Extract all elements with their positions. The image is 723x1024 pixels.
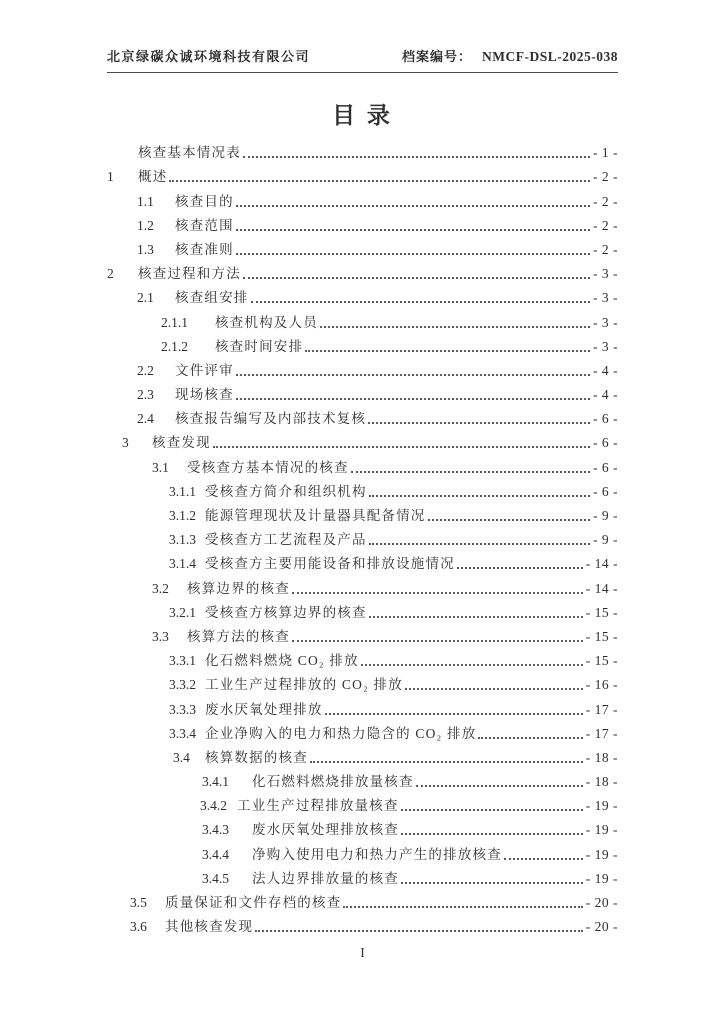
toc-entry-number: 3.4.2 xyxy=(200,798,227,814)
dot-leader xyxy=(243,156,590,158)
toc-entry-page: - 15 - xyxy=(585,628,618,644)
dot-leader xyxy=(478,737,582,739)
toc-entry-page: - 19 - xyxy=(585,870,618,886)
dot-leader xyxy=(236,205,590,207)
toc-entry[interactable] xyxy=(107,841,618,865)
toc-entry-page: - 19 - xyxy=(585,846,618,862)
dot-leader xyxy=(320,326,590,328)
toc-entry-number: 2.4 xyxy=(137,411,154,427)
toc-entry-number: 3.3.4 xyxy=(169,725,196,741)
dot-leader xyxy=(292,640,583,642)
toc-entry-page: - 15 - xyxy=(585,604,618,620)
toc-entry-number: 3.1.3 xyxy=(169,532,196,548)
page-footer xyxy=(107,945,618,961)
toc-entry-page: - 3 - xyxy=(593,314,618,330)
dot-leader xyxy=(305,350,590,352)
toc-entry-number: 3.1.1 xyxy=(169,483,196,499)
dot-leader xyxy=(401,833,583,835)
toc-entry-number: 1 xyxy=(107,169,114,185)
toc-entry-page: - 19 - xyxy=(585,798,618,814)
dot-leader xyxy=(428,519,591,521)
dot-leader xyxy=(369,543,590,545)
toc-entry[interactable] xyxy=(107,406,618,430)
dot-leader xyxy=(401,809,583,811)
dot-leader xyxy=(213,446,590,448)
toc-entry[interactable] xyxy=(107,575,618,599)
toc-entry[interactable] xyxy=(107,793,618,817)
toc-entry-text: 受核查方基本情况的核查 xyxy=(187,459,349,475)
toc-entry[interactable] xyxy=(107,140,618,164)
toc-entry-number: 3.6 xyxy=(130,919,147,935)
toc-entry-page: - 3 - xyxy=(593,290,618,306)
dot-leader xyxy=(361,664,583,666)
dot-leader xyxy=(369,616,583,618)
toc-entry-page: - 6 - xyxy=(593,435,618,451)
toc-entry[interactable] xyxy=(107,430,618,454)
toc-entry-page: - 9 - xyxy=(593,508,618,523)
toc-entry-text: 核算边界的核查 xyxy=(187,580,290,596)
dot-leader xyxy=(351,471,590,473)
toc-entry-number: 2 xyxy=(107,266,114,282)
toc-entry-text: 受核查方主要用能设备和排放设施情况 xyxy=(205,556,455,572)
dot-leader xyxy=(504,858,583,860)
toc-entry-text: 核查范围 xyxy=(175,217,234,233)
toc-entry-number: 3.1 xyxy=(152,459,169,475)
dot-leader xyxy=(310,761,583,763)
dot-leader xyxy=(405,688,583,690)
company-name: 北京绿碳众诚环境科技有限公司 xyxy=(107,49,311,64)
toc-entry[interactable] xyxy=(107,479,618,503)
toc-entry[interactable] xyxy=(107,600,618,624)
toc-entry-text: 化石燃料燃烧 CO₂ 排放 xyxy=(205,653,359,669)
dot-leader xyxy=(401,882,583,884)
toc-entry-number: 3.3.3 xyxy=(169,701,196,717)
table-of-contents xyxy=(107,140,618,938)
dot-leader xyxy=(325,713,583,715)
toc-entry-page: - 2 - xyxy=(593,217,618,233)
toc-entry-page: - 4 - xyxy=(593,362,618,378)
toc-entry[interactable] xyxy=(107,672,618,696)
toc-entry-page: - 17 - xyxy=(585,701,618,717)
dot-leader xyxy=(169,180,590,182)
toc-entry-text: 现场核查 xyxy=(175,387,234,403)
toc-entry[interactable] xyxy=(107,696,618,720)
toc-entry-page: - 14 - xyxy=(585,556,618,572)
toc-entry-number: 3.4.3 xyxy=(202,822,229,838)
toc-entry-text: 能源管理现状及计量器具配备情况 xyxy=(205,508,426,523)
toc-entry-text: 受核查方工艺流程及产品 xyxy=(205,532,367,548)
toc-entry-text: 工业生产过程排放量核查 xyxy=(237,798,399,814)
dot-leader xyxy=(292,592,583,594)
toc-entry-page: - 17 - xyxy=(585,725,618,741)
toc-entry[interactable] xyxy=(107,164,618,188)
toc-entry-number: 3.4.4 xyxy=(202,846,229,862)
toc-entry[interactable] xyxy=(107,285,618,309)
toc-entry[interactable] xyxy=(107,769,618,793)
toc-entry-number: 1.3 xyxy=(137,241,154,257)
toc-entry[interactable] xyxy=(107,745,618,769)
toc-entry[interactable] xyxy=(107,334,618,358)
toc-entry-number: 3 xyxy=(122,435,129,451)
toc-entry-page: - 18 - xyxy=(585,774,618,790)
dot-leader xyxy=(236,229,590,231)
toc-entry[interactable] xyxy=(107,890,618,914)
dot-leader xyxy=(236,398,590,400)
toc-entry-page: - 20 - xyxy=(585,895,618,910)
toc-entry-text: 质量保证和文件存档的核查 xyxy=(165,895,342,910)
dot-leader xyxy=(343,906,582,908)
toc-entry-number: 3.5 xyxy=(130,895,147,910)
archive-number-label: 档案编号： xyxy=(401,49,472,64)
toc-entry-number: 3.3 xyxy=(152,628,169,644)
toc-entry-page: - 3 - xyxy=(593,338,618,354)
toc-entry[interactable] xyxy=(107,454,618,478)
toc-entry[interactable] xyxy=(107,624,618,648)
toc-entry-number: 3.3.2 xyxy=(169,677,196,693)
toc-entry-text: 核查机构及人员 xyxy=(215,314,318,330)
toc-entry-page: - 3 - xyxy=(593,266,618,282)
toc-entry[interactable] xyxy=(107,503,618,527)
toc-entry-text: 其他核查发现 xyxy=(165,919,254,935)
toc-entry-text: 文件评审 xyxy=(175,362,234,378)
toc-entry[interactable] xyxy=(107,261,618,285)
toc-entry-number: 3.1.4 xyxy=(169,556,196,572)
toc-entry-text: 企业净购入的电力和热力隐含的 CO₂ 排放 xyxy=(205,725,477,741)
toc-entry-page: - 15 - xyxy=(585,653,618,669)
toc-entry-text: 废水厌氧处理排放 xyxy=(205,701,323,717)
toc-entry-page: - 9 - xyxy=(593,532,618,548)
toc-entry-text: 核查报告编写及内部技术复核 xyxy=(175,411,367,427)
toc-entry[interactable] xyxy=(107,358,618,382)
toc-entry-text: 受核查方简介和组织机构 xyxy=(205,483,367,499)
dot-leader xyxy=(236,374,590,376)
toc-entry[interactable] xyxy=(107,817,618,841)
dot-leader xyxy=(255,930,583,932)
toc-entry-page: - 18 - xyxy=(585,749,618,765)
toc-entry[interactable] xyxy=(107,188,618,212)
toc-entry-text: 法人边界排放量的核查 xyxy=(252,870,399,886)
toc-entry-number: 3.4 xyxy=(173,749,190,765)
toc-entry-text: 核查目的 xyxy=(175,193,234,209)
toc-entry-text: 净购入使用电力和热力产生的排放核查 xyxy=(252,846,502,862)
toc-entry[interactable] xyxy=(107,213,618,237)
toc-entry-number: 2.2 xyxy=(137,362,154,378)
toc-entry-text: 核查基本情况表 xyxy=(138,145,241,161)
dot-leader xyxy=(368,422,590,424)
toc-entry-page: - 2 - xyxy=(593,169,618,185)
toc-entry-page: - 19 - xyxy=(585,822,618,838)
toc-entry-text: 概述 xyxy=(138,169,168,185)
toc-entry-number: 1.2 xyxy=(137,217,154,233)
toc-entry-number: 3.3.1 xyxy=(169,653,196,669)
toc-entry[interactable] xyxy=(107,551,618,575)
dot-leader xyxy=(243,277,590,279)
toc-entry-page: - 6 - xyxy=(593,483,618,499)
toc-entry-text: 核算数据的核查 xyxy=(205,749,308,765)
toc-entry-number: 3.2 xyxy=(152,580,169,596)
toc-entry-number: 1.1 xyxy=(137,193,154,209)
toc-entry-page: - 4 - xyxy=(593,387,618,403)
dot-leader xyxy=(251,301,591,303)
toc-entry-page: - 14 - xyxy=(585,580,618,596)
archive-number-group xyxy=(402,46,618,65)
dot-leader xyxy=(416,785,583,787)
toc-entry-number: 2.3 xyxy=(137,387,154,403)
toc-entry-text: 核查准则 xyxy=(175,241,234,257)
toc-entry-text: 核查时间安排 xyxy=(215,338,304,354)
toc-entry-number: 2.1.1 xyxy=(161,314,188,330)
toc-entry-page: - 20 - xyxy=(585,919,618,935)
toc-entry-number: 2.1.2 xyxy=(161,338,188,354)
toc-entry-text: 核查发现 xyxy=(152,435,211,451)
dot-leader xyxy=(457,567,583,569)
toc-entry-text: 化石燃料燃烧排放量核查 xyxy=(252,774,414,790)
toc-entry-text: 核查组安排 xyxy=(175,290,249,306)
toc-entry-number: 3.1.2 xyxy=(169,508,196,523)
toc-entry[interactable] xyxy=(107,648,618,672)
toc-entry-number: 3.4.1 xyxy=(202,774,229,790)
toc-title: 目 录 xyxy=(332,103,393,128)
footer-page-number: I xyxy=(360,945,365,960)
toc-entry-text: 受核查方核算边界的核查 xyxy=(205,604,367,620)
toc-entry-number: 2.1 xyxy=(137,290,154,306)
toc-entry-page: - 6 - xyxy=(593,411,618,427)
toc-entry[interactable] xyxy=(107,914,618,938)
toc-entry-number: 3.2.1 xyxy=(169,604,196,620)
toc-entry[interactable] xyxy=(107,721,618,745)
toc-entry[interactable] xyxy=(107,527,618,551)
toc-entry[interactable] xyxy=(107,866,618,890)
dot-leader xyxy=(369,495,590,497)
toc-entry-page: - 6 - xyxy=(593,459,618,475)
toc-entry-page: - 16 - xyxy=(585,677,618,693)
toc-entry-number: 3.4.5 xyxy=(202,870,229,886)
page-header xyxy=(107,46,618,73)
toc-entry[interactable] xyxy=(107,382,618,406)
archive-number-value: NMCF-DSL-2025-038 xyxy=(482,49,618,64)
toc-entry-text: 工业生产过程排放的 CO₂ 排放 xyxy=(205,677,403,693)
toc-entry[interactable] xyxy=(107,309,618,333)
toc-entry-page: - 1 - xyxy=(593,145,618,161)
toc-entry-text: 核查过程和方法 xyxy=(138,266,241,282)
toc-entry-text: 废水厌氧处理排放核查 xyxy=(252,822,399,838)
dot-leader xyxy=(236,253,590,255)
toc-entry[interactable] xyxy=(107,237,618,261)
toc-entry-page: - 2 - xyxy=(593,193,618,209)
toc-entry-text: 核算方法的核查 xyxy=(187,628,290,644)
toc-entry-page: - 2 - xyxy=(593,241,618,257)
